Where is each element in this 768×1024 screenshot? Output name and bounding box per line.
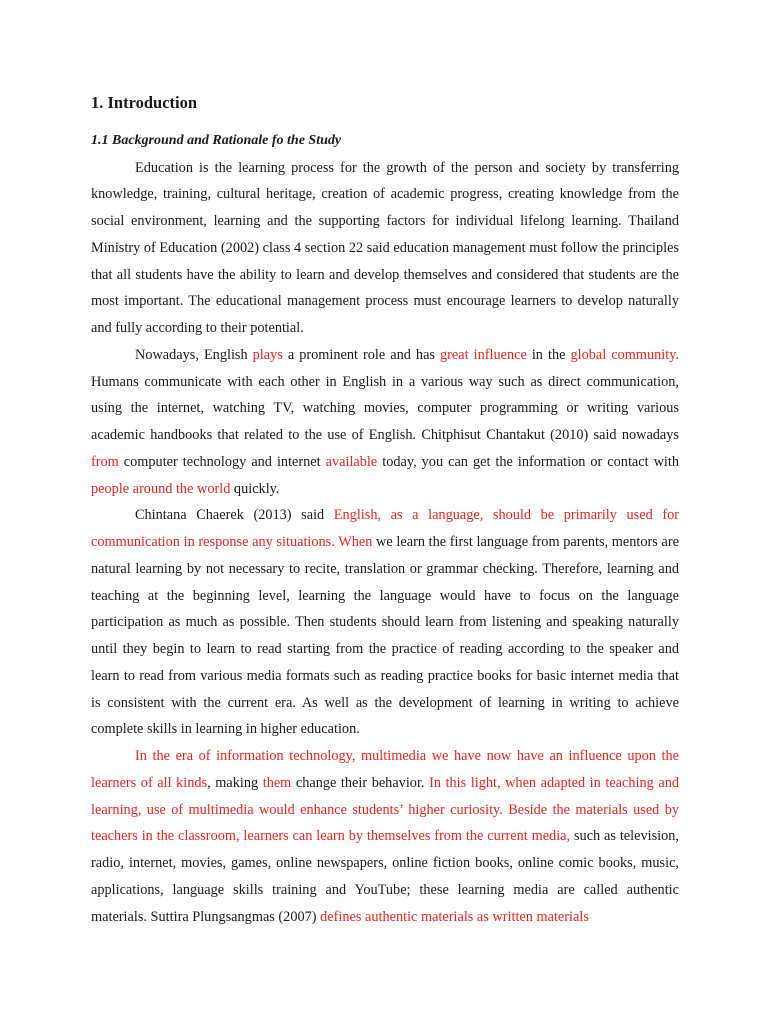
highlighted-text: from [91,453,119,470]
body-text-run: Humans communicate with each other in English in a various way such as direct communication, using the internet, watching TV, watching movies, computer programming or writing various academic handbooks that related to the use of English. Chitphisut Chantakut (2010) said nowadays [91,373,679,444]
highlighted-text: plays [252,346,283,363]
highlighted-text: In this light, when adapted in teaching and learning, use of multimedia would enhance students’ higher curiosity. Beside the materials used by teachers in the classroom, learners can learn by themselves from the current media, [91,774,679,845]
section-heading: 1. Introduction [91,93,198,112]
highlighted-text: people around the world [91,480,231,497]
body-text-run: we learn the first language from parents, mentors are natural learning by not necessary to recite, translation or grammar checking. Therefore, learning and teaching at the beginning level, learning the language would have to focus on the language participation as much as possible. Then students should learn from listening and speaking naturally until they begin to learn to read starting from the practice of reading according to the speaker and learn to read from various media formats such as reading practice books for basic internet media that is consistent with the current era. As well as the development of learning in writing to achieve complete skills in learning in higher education. [91,534,679,738]
highlighted-text: defines authentic materials as written materials [320,908,589,925]
body-text-run: in the [526,346,571,363]
document-page [91,88,679,930]
highlighted-text: In the era of information technology, multimedia we have now have an influence upon the learners of all kinds [91,748,679,791]
body-text-run: Education is the learning process for the growth of the person and society by transferring knowledge, training, cultural heritage, creation of academic progress, creating knowledge from the social environment, learning and the supporting factors for individual lifelong learning. Thailand Ministry of Education (2002) class 4 section 22 said education management must follow the principles that all students have the ability to learn and develop themselves and considered that students are the most important. The educational management process must encourage learners to develop naturally and fully according to their potential. [91,159,679,337]
highlighted-text: them [262,774,292,791]
subsection-heading: 1.1 Background and Rationale fo the Study [91,133,342,148]
highlighted-text: available [325,453,378,470]
body-text-run: change their behavior. [291,774,430,791]
body-text-run: Chintana Chaerek (2013) said [135,507,334,524]
paragraph-1 [91,155,679,342]
paragraph-3 [91,502,679,743]
paragraph-4 [91,743,679,930]
body-text-run: computer technology and internet [118,453,326,470]
body-text-run: a prominent role and has [282,346,441,363]
body-text-run: today, you can get the information or contact with [377,453,679,470]
body-text-run: such as television, radio, internet, movies, games, online newspapers, online fiction books, online comic books, music, applications, language skills training and YouTube; these learning media are called authentic materials. Suttira Plungsangmas (2007) [91,828,679,925]
highlighted-text: English, as a language, should be primarily used for communication in response any situations. When [91,507,679,551]
highlighted-text: global community. [570,346,679,363]
body-text [91,155,679,931]
paragraph-2 [91,342,679,503]
highlighted-text: great influence [440,346,527,363]
body-text-run: Nowadays, English [135,346,253,363]
body-text-run: quickly. [230,480,280,497]
body-text-run: , making [207,774,263,791]
